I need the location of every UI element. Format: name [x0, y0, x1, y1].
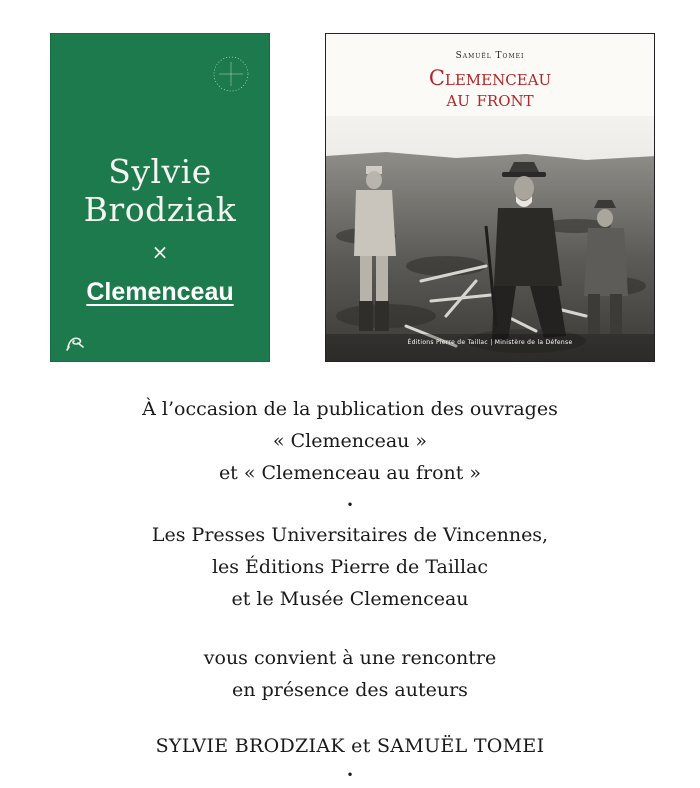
invitation-line-8: en présence des auteurs	[232, 679, 468, 701]
collection-badge-icon	[211, 54, 251, 94]
invitation-line-4: Les Presses Universitaires de Vincennes,	[151, 524, 549, 546]
book2-title-line1: Clemenceau	[428, 66, 552, 90]
invitation-line-7: vous convient à une rencontre	[203, 647, 497, 669]
publisher-logo-icon	[65, 333, 85, 351]
separator-dot-2: •	[346, 768, 354, 782]
invitation-line-6: et le Musée Clemenceau	[231, 588, 469, 610]
invitation-line-2: « Clemenceau »	[272, 430, 428, 452]
book1-author-last: Brodziak	[83, 190, 237, 229]
book1-title: Clemenceau	[86, 278, 234, 306]
book-cover-clemenceau	[50, 33, 270, 362]
separator-dot: •	[346, 498, 354, 512]
invitation-line-1: À l’occasion de la publication des ouvrages	[142, 398, 558, 420]
battlefield-photo	[326, 116, 655, 362]
invitation-line-3: et « Clemenceau au front »	[218, 462, 482, 484]
book1-author-first: Sylvie	[108, 152, 212, 191]
authors-names: SYLVIE BRODZIAK et SAMUËL TOMEI	[155, 735, 545, 757]
invitation-line-5: les Éditions Pierre de Taillac	[211, 556, 489, 578]
book2-publishers: Éditions Pierre de Taillac | Ministère de la Défense	[407, 339, 573, 346]
book2-title-line2: au front	[446, 87, 534, 111]
book-cover-clemenceau-au-front	[325, 33, 655, 362]
book2-author: Samuël Tomei	[455, 51, 525, 61]
book1-cross: ×	[151, 240, 169, 264]
